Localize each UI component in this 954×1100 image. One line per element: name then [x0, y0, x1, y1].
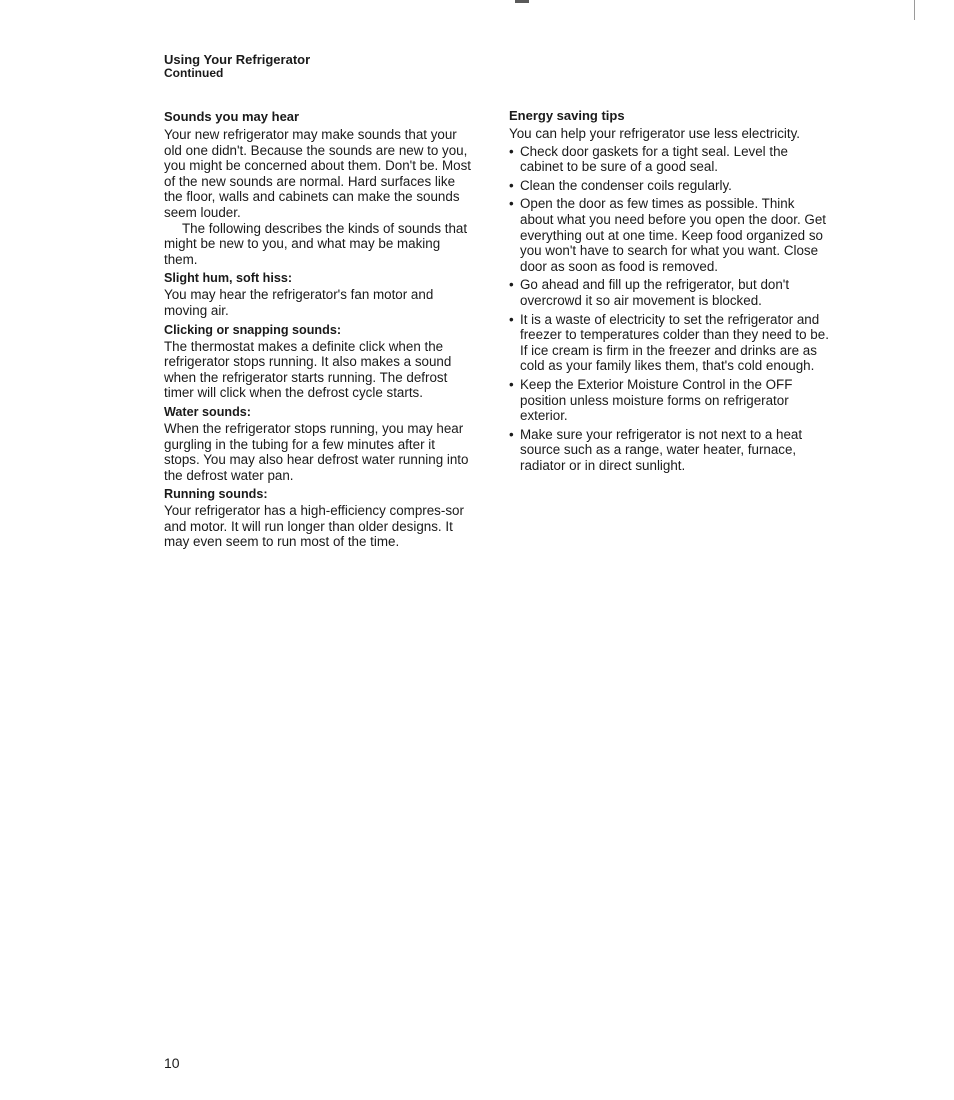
tip-text: Clean the condenser coils regularly.: [520, 177, 732, 193]
page-header: [164, 53, 310, 79]
sounds-section: [164, 109, 474, 550]
bullet-icon: •: [509, 196, 514, 212]
tip-text: Make sure your refrigerator is not next to a heat source such as a range, water heater, furnace, radiator or in direct sunlight.: [520, 426, 803, 473]
scan-mark-edge: [914, 0, 915, 20]
tip-text: Go ahead and fill up the refrigerator, but don't overcrowd it so air movement is blocked.: [520, 277, 790, 308]
page-subtitle: Continued: [164, 66, 224, 80]
list-item: [509, 144, 829, 175]
sounds-heading: Sounds you may hear: [164, 109, 300, 124]
sound-type-heading: Clicking or snapping sounds:: [164, 322, 342, 337]
list-item: [509, 427, 829, 474]
energy-heading: Energy saving tips: [509, 108, 625, 123]
tip-text: Open the door as few times as possible. Think about what you need before you open the door. Get everything out at one time. Keep food organized so you won't have to search for what you want. Close door as soon as food is removed.: [520, 196, 826, 274]
tip-text: It is a waste of electricity to set the refrigerator and freezer to temperatures colder than they need to be. If ice cream is firm in the freezer and drinks are as cold as your family likes them, that's cold enough.: [520, 311, 829, 374]
bullet-icon: •: [509, 143, 514, 159]
energy-tips-list: [509, 144, 829, 474]
sound-type-text: The thermostat makes a definite click when the refrigerator stops running. It also makes a sound when the refrigerator starts running. The defrost timer will click when the defrost cycle starts.: [164, 338, 452, 401]
sound-type-heading: Running sounds:: [164, 487, 268, 502]
page-title: Using Your Refrigerator: [164, 52, 311, 67]
sounds-intro-2: The following describes the kinds of sounds that might be new to you, and what may be making them.: [164, 220, 468, 267]
sound-type-text: Your refrigerator has a high-efficiency compres-sor and motor. It will run longer than older designs. It may even seem to run most of the time.: [164, 503, 464, 550]
energy-section: [509, 108, 829, 476]
bullet-icon: •: [509, 376, 514, 392]
list-item: [509, 178, 829, 194]
scan-mark-top: [515, 0, 529, 3]
tip-text: Check door gaskets for a tight seal. Level the cabinet to be sure of a good seal.: [520, 143, 788, 175]
energy-intro: You can help your refrigerator use less electricity.: [509, 126, 801, 141]
bullet-icon: •: [509, 277, 514, 293]
bullet-icon: •: [509, 311, 514, 327]
list-item: [509, 196, 829, 274]
sound-type-text: When the refrigerator stops running, you may hear gurgling in the tubing for a few minutes after it stops. You may also hear defrost water running into the defrost water pan.: [164, 420, 469, 483]
sounds-intro: Your new refrigerator may make sounds that your old one didn't. Because the sounds are new to you, you might be concerned about them. Don't be. Most of the new sounds are normal. Hard surfaces like the floor, walls and cabinets can make the sounds seem louder.: [164, 127, 471, 220]
bullet-icon: •: [509, 426, 514, 442]
tip-text: Keep the Exterior Moisture Control in the OFF position unless moisture forms on refrigerator exterior.: [520, 376, 793, 424]
sound-type-text: You may hear the refrigerator's fan motor and moving air.: [164, 287, 434, 318]
bullet-icon: •: [509, 177, 514, 193]
sound-type-heading: Water sounds:: [164, 404, 251, 419]
list-item: [509, 277, 829, 308]
list-item: [509, 377, 829, 424]
page-number: 10: [164, 1055, 180, 1071]
list-item: [509, 312, 829, 374]
sound-type-heading: Slight hum, soft hiss:: [164, 271, 293, 286]
